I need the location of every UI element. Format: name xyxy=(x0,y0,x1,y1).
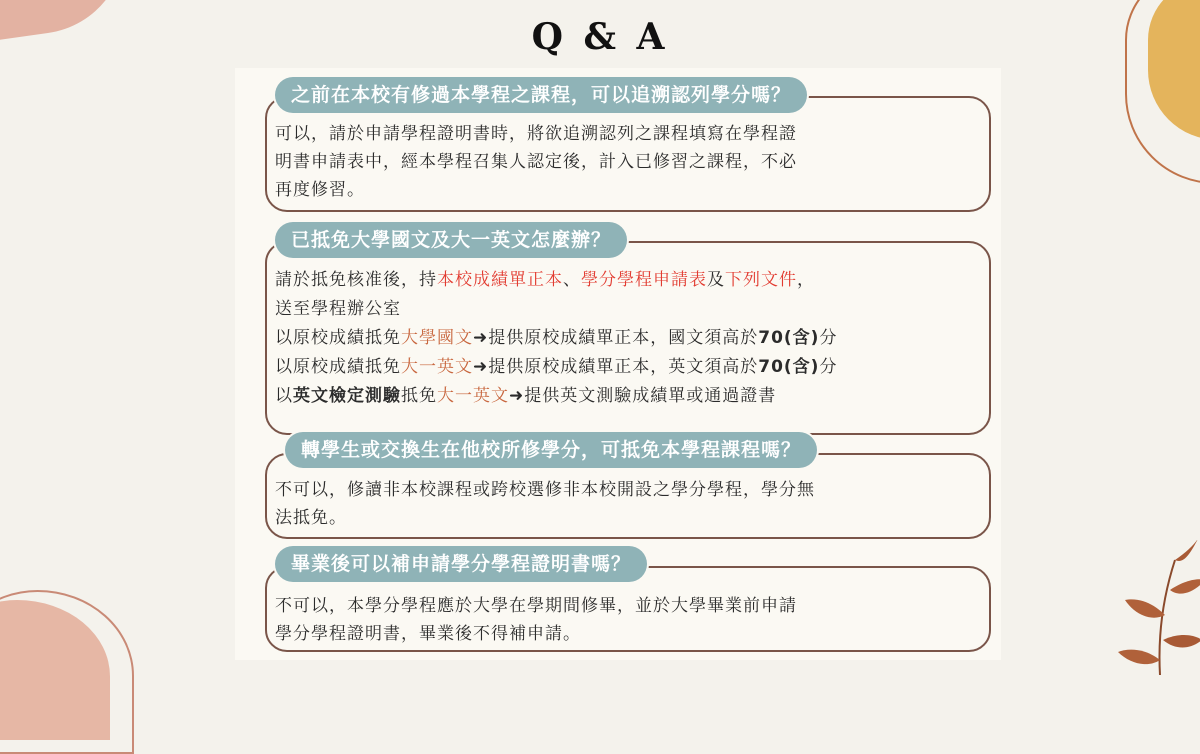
text: 以 xyxy=(275,386,293,406)
text: 請於抵免核准後，持 xyxy=(275,270,437,290)
highlight-english: 大一英文 xyxy=(401,357,473,377)
decor-outline-bottom-left xyxy=(0,590,134,754)
answer-3 xyxy=(275,476,975,532)
page-title: Q & A xyxy=(531,16,669,58)
highlight-documents: 下列文件 xyxy=(725,270,797,290)
highlight-transcript: 本校成績單正本 xyxy=(437,270,563,290)
text: 抵免 xyxy=(401,386,437,406)
answer-2-line-5 xyxy=(275,382,975,411)
text: ， xyxy=(797,270,815,290)
answer-2-line-2: 送至學程辦公室 xyxy=(275,299,401,319)
answer-4-line: 不可以，本學分學程應於大學在學期間修畢，並於大學畢業前申請 xyxy=(275,596,797,616)
answer-1-line: 明書申請表中，經本學程召集人認定後，計入已修習之課程，不必 xyxy=(275,152,797,172)
answer-3-line: 法抵免。 xyxy=(275,508,347,528)
highlight-english: 大一英文 xyxy=(437,386,509,406)
text: 以原校成績抵免 xyxy=(275,357,401,377)
answer-1-line: 再度修習。 xyxy=(275,180,365,200)
answer-4 xyxy=(275,592,975,648)
text: ➜提供英文測驗成績單或通過證書 xyxy=(509,386,777,406)
text: 及 xyxy=(707,270,725,290)
answer-2-line-4 xyxy=(275,353,975,382)
answer-1 xyxy=(275,120,975,204)
text: 分 xyxy=(819,328,838,348)
question-2: 已抵免大學國文及大一英文怎麼辦？ xyxy=(275,222,627,258)
answer-2 xyxy=(275,266,975,411)
question-1: 之前在本校有修過本學程之課程，可以追溯認列學分嗎？ xyxy=(275,77,807,113)
answer-3-line: 不可以，修讀非本校課程或跨校選修非本校開設之學分學程，學分無 xyxy=(275,480,815,500)
leaf-branch-icon xyxy=(1080,540,1200,675)
text: ➜提供原校成績單正本，英文須高於 xyxy=(473,357,759,377)
question-3: 轉學生或交換生在他校所修學分，可抵免本學程課程嗎？ xyxy=(285,432,817,468)
qa-panel xyxy=(235,68,1001,660)
answer-2-line-3 xyxy=(275,324,975,353)
text: ➜提供原校成績單正本，國文須高於 xyxy=(473,328,759,348)
answer-1-line: 可以，請於申請學程證明書時，將欲追溯認列之課程填寫在學程證 xyxy=(275,124,797,144)
answer-2-line-1 xyxy=(275,266,975,295)
highlight-application-form: 學分學程申請表 xyxy=(581,270,707,290)
text: 分 xyxy=(819,357,838,377)
bold-english-test: 英文檢定測驗 xyxy=(293,386,401,406)
score: 70(含) xyxy=(758,357,820,377)
text: 以原校成績抵免 xyxy=(275,328,401,348)
score: 70(含) xyxy=(758,328,820,348)
question-4: 畢業後可以補申請學分學程證明書嗎？ xyxy=(275,546,647,582)
answer-4-line: 學分學程證明書，畢業後不得補申請。 xyxy=(275,624,581,644)
text: 、 xyxy=(563,270,581,290)
highlight-chinese: 大學國文 xyxy=(401,328,473,348)
